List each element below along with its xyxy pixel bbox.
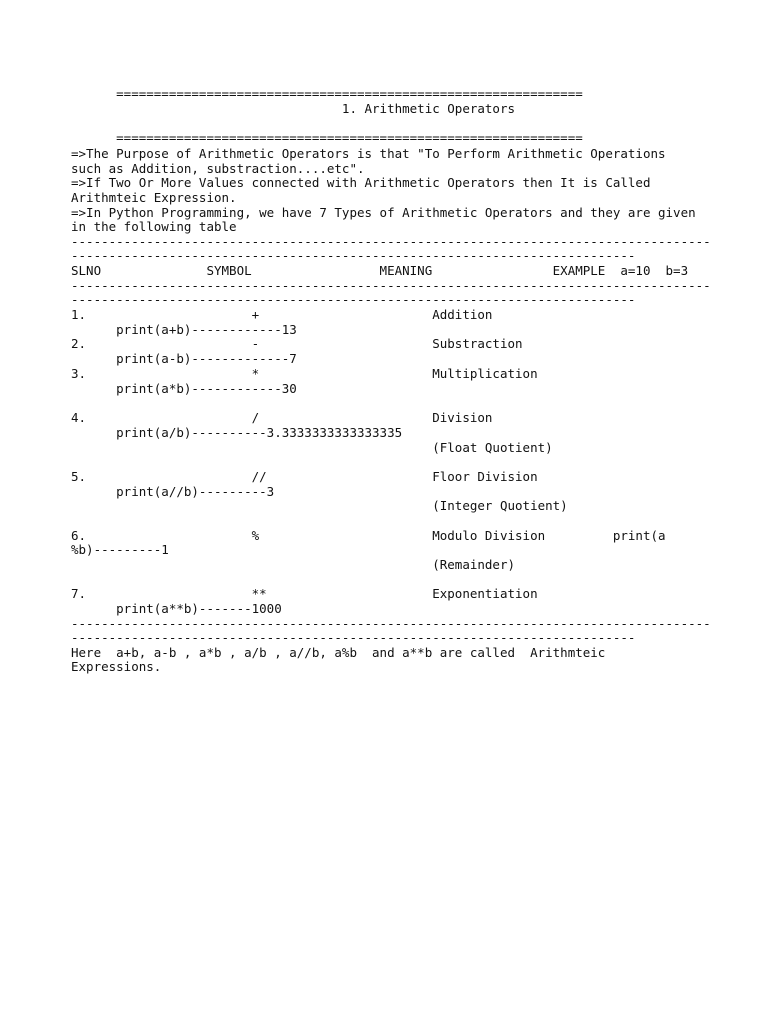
paragraph-line: =>If Two Or More Values connected with Arithmetic Operators then It is Called <box>71 175 651 190</box>
table-row-example: print(a-b)-------------7 <box>71 351 297 366</box>
table-row-example: print(a**b)-------1000 <box>71 601 282 616</box>
closing-paragraph: Expressions. <box>71 659 162 674</box>
table-row-example: print(a/b)----------3.3333333333333335 <box>71 425 403 440</box>
table-row-example: print(a+b)------------13 <box>71 322 297 337</box>
paragraph-line: in the following table <box>71 219 237 234</box>
table-row: 6. % Modulo Division print(a <box>71 528 666 543</box>
paragraph-line: such as Addition, substraction....etc". <box>71 161 365 176</box>
table-rule: ------------------------------------------------------------------------------------- <box>71 616 711 631</box>
table-rule: ------------------------------------------------------------------------------------- <box>71 234 711 249</box>
table-row: 7. ** Exponentiation <box>71 586 538 601</box>
table-row-note: (Float Quotient) <box>71 440 553 455</box>
table-header: SLNO SYMBOL MEANING EXAMPLE a=10 b=3 <box>71 263 689 278</box>
table-rule: --------------------------------------------------------------------------- <box>71 248 636 263</box>
table-rule: ------------------------------------------------------------------------------------- <box>71 278 711 293</box>
paragraph-line: =>The Purpose of Arithmetic Operators is that "To Perform Arithmetic Operations <box>71 146 666 161</box>
table-rule: --------------------------------------------------------------------------- <box>71 292 636 307</box>
table-row-example: print(a//b)---------3 <box>71 484 275 499</box>
table-rule: --------------------------------------------------------------------------- <box>71 630 636 645</box>
table-row-note: (Integer Quotient) <box>71 498 568 513</box>
table-row-example: print(a*b)------------30 <box>71 381 297 396</box>
paragraph-line: Arithmteic Expression. <box>71 190 237 205</box>
closing-paragraph: Here a+b, a-b , a*b , a/b , a//b, a%b and a**b are called Arithmteic <box>71 645 606 660</box>
section-title: 1. Arithmetic Operators <box>71 101 516 116</box>
paragraph-line: =>In Python Programming, we have 7 Types of Arithmetic Operators and they are given <box>71 205 696 220</box>
table-row: 4. / Division <box>71 410 493 425</box>
table-row: 2. - Substraction <box>71 336 523 351</box>
table-row: 5. // Floor Division <box>71 469 538 484</box>
title-rule-top: ============================================================== <box>71 86 583 101</box>
table-row: 1. + Addition <box>71 307 493 322</box>
table-row: 3. * Multiplication <box>71 366 538 381</box>
title-rule-bottom: ============================================================== <box>71 130 583 145</box>
table-row-example: %b)---------1 <box>71 542 169 557</box>
table-row-note: (Remainder) <box>71 557 516 572</box>
